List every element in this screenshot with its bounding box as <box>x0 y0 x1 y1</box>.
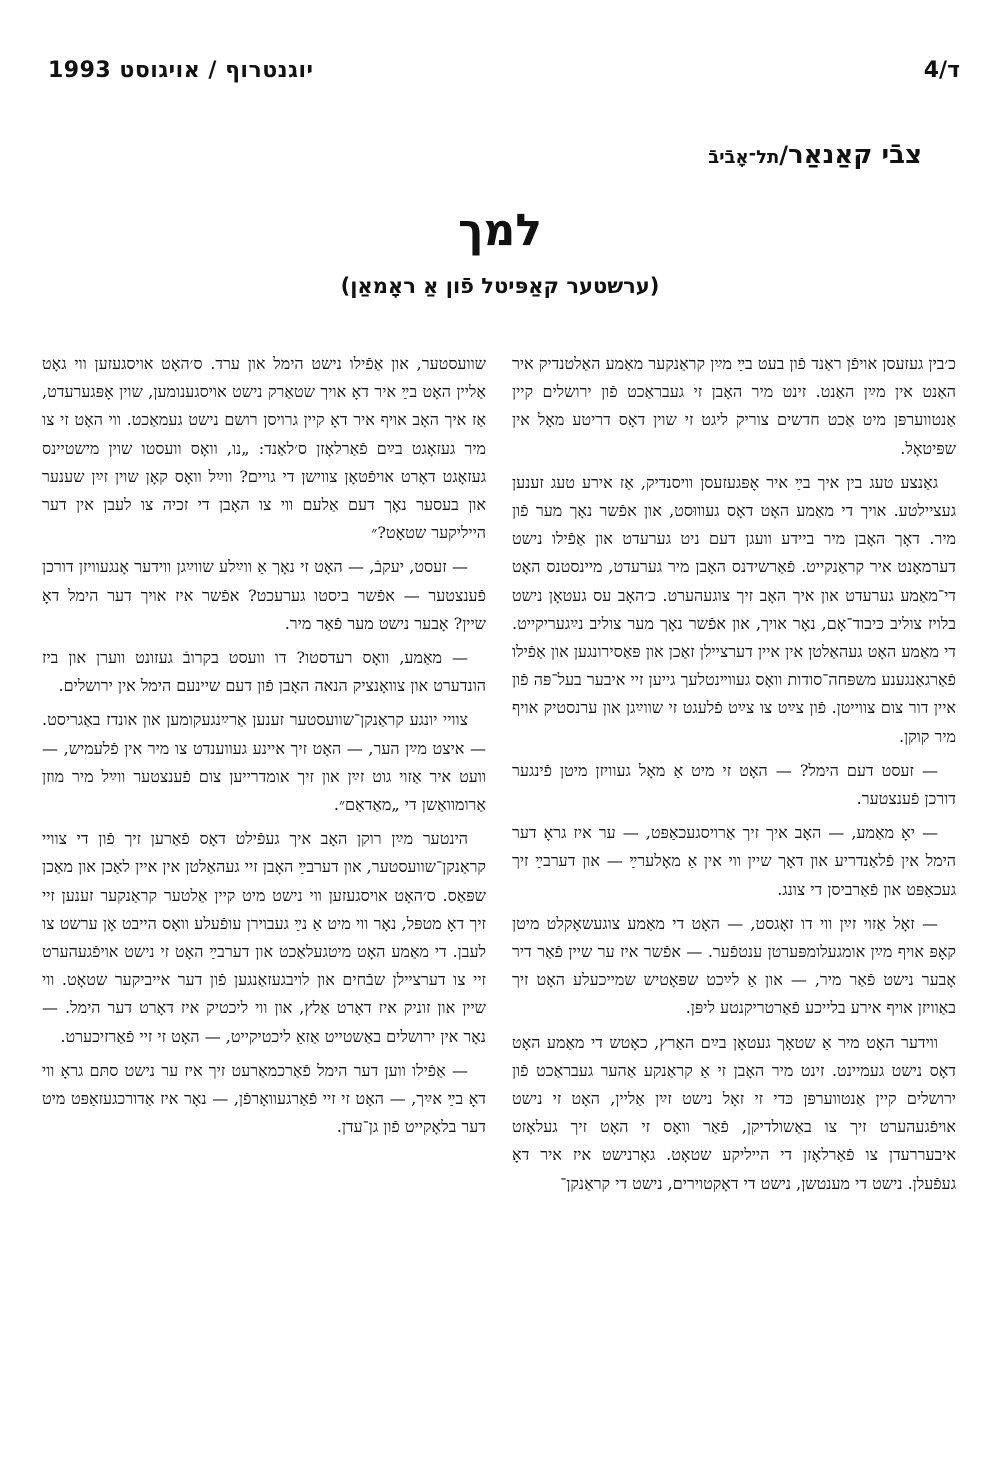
text-column-left <box>42 350 486 1147</box>
article-title: למך <box>458 205 542 256</box>
running-header-date: יוגנטרוף / אויגוסט 1993 <box>48 58 314 83</box>
paragraph: — מאַמע, וואָס רעדסטו? דו וועסט בקרובֿ געזונט ווערן און ביז הונדערט און צוואָנציק הנאה האָבן פֿון דעם שיינעם הימל אין ירושלים. <box>42 648 486 696</box>
paragraph: צוויי יונגע קראַנקן־שוועסטער זענען אַרײַנגעקומען און אונדז באַגריסט. — איצט מײַן הער, — האָט זיך איינע געווענדט צו מיר אין פֿלעמיש, — וועט איר אַזוי גוט זײַן און זיך אומדרייען צום פֿענצטער ווײַל מיר מוזן אַרומוואַשן די „מאַדאַם״. <box>42 710 486 815</box>
author-city: תל־אָבֿיבֿ <box>708 147 780 168</box>
byline <box>708 140 922 170</box>
paragraph: שוועסטער, און אַפֿילו נישט הימל און ערד. ס׳האָט אויסגעזען ווי גאָט אַליין האָט בײַ איר דאָ אויך שטאַרק נישט אויסגענומען, שוין אָפּגערעדט, אַז איך האָב אויף איר דאָ קיין גרויסן רושם נישט געמאַכט. ווי האָט זי צו מיר געזאָגט בײַם פֿאַרלאָזן ס׳לאַנד: „נו, וואָס וועסטו שוין מישטיינס געזאָגט דאָרט אויפֿטאָן צווישן די גויים? ווײַל וואָס קאָן שוין זײַן שענער און בעסער נאָך דעם אַלעם ווי צו האָבן די זכיה צו לעבן אין דער הייליקער שטאָט?״ <box>42 354 486 543</box>
author-name: צבֿי קאַנאַר <box>788 140 922 170</box>
paragraph: — יאָ מאַמע, — האָב איך זיך אַרויסגעכאַפּט, — ער איז גראָ דער הימל אין פֿלאַנדריע און דאָך שיין ווי אין אַ מאָלערײַ — און דערבײַ זיך געכאַפּט און פֿאַרביסן די צונג. <box>512 823 957 899</box>
paragraph: ווידער האָט מיר אַ שטאָך געטאָן בײַם האַרץ, כאָטש די מאַמע האָט דאָס נישט געמיינט. זינט מיר האָבן זי אַ קראַנקע אַהער געבראַכט פֿון ירושלים קיין אַנטווערפּן כּדי זי זאָל נישט זײַן אַליין, האָט זי נישט אויפֿגעהערט זיך צו באַשולדיקן, פֿאַר וואָס זי האָט זיך געלאָזט איבעררעדן צו פֿאַרלאָזן די הייליקע שטאָט. גאָרנישט איז איר דאָ געפֿעלן. נישט די מענטשן, נישט די דאָקטוירים, נישט די קראַנקן־ <box>512 1032 957 1193</box>
article-subtitle: (ערשטער קאַפּיטל פֿון אַ ראָמאַן) <box>340 274 660 298</box>
paragraph: — זאָל אַזוי זײַן ווי דו זאָגסט, — האָט די מאַמע צוגעשאָקלט מיטן קאָפּ אויף מײַן אומגעלומפּערטן ענטפֿער. — אפֿשר איז ער שיין פֿאַר דיר אָבער נישט פֿאַר מיר, — און אַ לײַכט שפּאָטיש שמייכעלע האָט זיך באַוויזן אויף אירע בלייכע פֿאַרטריקנטע ליפּן. <box>512 913 956 1018</box>
paragraph: כ׳בין געזעסן אויפֿן ראַנד פֿון בעט בײַ מײַן קראַנקער מאַמע האַלטנדיק איר האַנט אין מײַן האַנט. זינט מיר האָבן זי געבראַכט פֿון ירושלים קיין אַנטווערפּן מיט אַכט חדשים צוריק ליגט זי שוין דאָס דריטע מאָל אין שפּיטאָל. <box>512 354 956 458</box>
paragraph: — אַפֿילו ווען דער הימל פֿאַרכמאַרעט זיך איז ער נישט סתּם גראָ ווי דאָ בײַ אײַך, — האָט זי זיי פֿאַרגעוואָרפֿן, — נאָר איז אַדורכגעזאַפּט מיט דער בלאָקייט פֿון גן־עדן. <box>42 1060 486 1137</box>
paragraph: — זעסט דעם הימל? — האָט זי מיט אַ מאָל געוויזן מיטן פֿינגער דורכן פֿענצטער. <box>512 760 956 809</box>
byline-separator: / <box>779 141 789 169</box>
paragraph: — זעסט, יעקבֿ, — האָט זי נאָך אַ ווײַלע שווײַגן ווידער אָנגעוויזן דורכן פֿענצטער — אפֿשר ביסטו גערעכט? אפֿשר איז אויך דער הימל דאָ שיין? אָבער נישט מער פֿאַר מיר. <box>42 557 486 633</box>
page-number: ד/4 <box>923 58 960 83</box>
paragraph: הינטער מײַן רוקן האָב איך געפֿילט דאָס פֿאַרען זיך פֿון די צוויי קראַנקן־שוועסטער, און דערבײַ האָבן זיי געהאַלטן אין איין לאַכן און מאַכן שפּאַס. ס׳האָט אויסגעזען ווי נישט מיט קיין אַלטער קראַנקער זענען זיי זיך דאָ מטפּל, נאָר ווי מיט אַ נײַ געבוירן עופֿעלע וואָס הייבט אָן ערשט צו לעבן. די מאַמע האָט מיטגעלאַכט און דערבײַ האָט זי נישט אויפֿגעהערט זיי צו דערציילן שבֿחים און לויבגעזאַנגען פֿון דער אייביקער שטאָט. ווי שיין און זוניק איז דאָרט אַלץ, און ווי ליכטיק איז דאָרט דער הימל. — נאָר אין ירושלים באַשטייט אַזאַ ליכטיקייט, — האָט זי זיי פֿאַרזיכערט. <box>42 829 486 1046</box>
text-column-right <box>512 350 956 1204</box>
paragraph: גאַנצע טעג בין איך בײַ איר אָפּגעזעסן וויסנדיק, אַז אירע טעג זענען געציילטע. אויך די מאַמע האָט דאָס געוווּסט, און אפֿשר נאָך מער פֿון מיר. דאָך האָבן מיר ביידע וועגן דעם ניט גערעדט און אַפֿילו נישט דערמאָנט איר קראַנקייט. פֿאַרשידנס האָבן מיר גערעדט, מיינסטנס האָט די־מאַמע גערעדט און איך האָב זיך צוגעהערט. כ׳האָב עס געטאָן נישט בלויז צוליב כּיבוד־אָם, נאָר אויך, און אפֿשר נאָך מער צוליב נײַגעריקייט. די מאַמע האָט געהאַלטן אין איין דערציילן זאַכן און פּאַסירונגען און אַפֿילו פֿאַרגאַנגענע משפּחה־סודות וואָס געווײנטלעך גייען זיי איבער בעל־פּה פֿון איין דור צום צווייטן. פֿון צײַט צו צײַט פֿלעגט זי שווײַגן און ערנסטיק אויף מיר קוקן. <box>512 472 956 746</box>
